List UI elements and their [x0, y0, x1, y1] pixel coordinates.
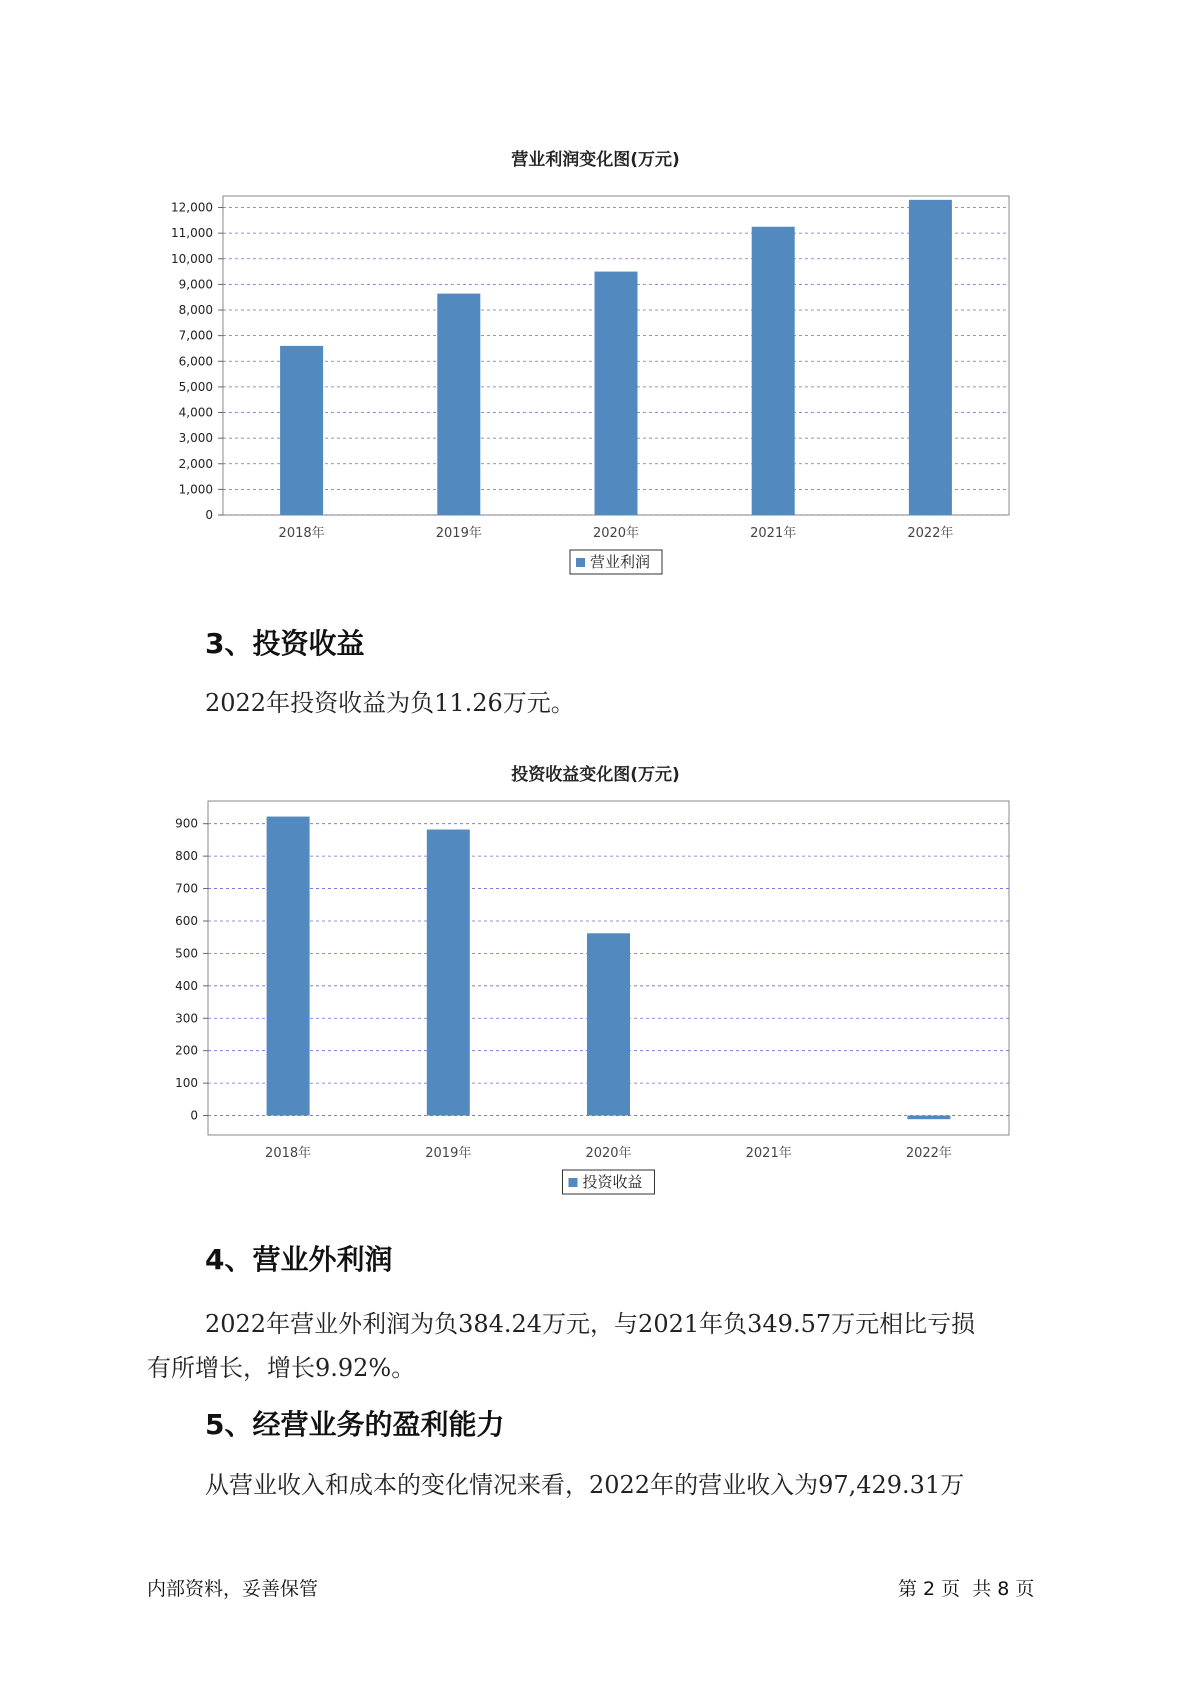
- y-tick-label: 300: [175, 1011, 198, 1026]
- section-4-line-1: 2022年营业外利润为负384.24万元，与2021年负349.57万元相比亏损: [205, 1310, 976, 1338]
- y-tick-label: 6,000: [178, 354, 213, 369]
- x-tick-label: 2022年: [905, 1146, 952, 1161]
- x-tick-label: 2020年: [585, 1146, 632, 1161]
- footer-page-number: 第 2 页 共 8 页: [898, 1578, 1035, 1600]
- y-tick-label: 600: [175, 913, 198, 928]
- y-tick-label: 700: [175, 881, 198, 896]
- x-tick-label: 2018年: [265, 1146, 312, 1161]
- y-tick-label: 9,000: [178, 277, 213, 292]
- bar-2021年: [752, 227, 795, 515]
- x-tick-label: 2022年: [907, 526, 954, 541]
- y-tick-label: 200: [175, 1043, 198, 1058]
- y-tick-label: 5,000: [178, 379, 213, 394]
- operating-profit-chart: [0, 170, 1191, 590]
- x-tick-label: 2021年: [745, 1146, 792, 1161]
- y-tick-label: 4,000: [178, 405, 213, 420]
- y-tick-label: 7,000: [178, 328, 213, 343]
- section-4-heading: 4、营业外利润: [205, 1243, 393, 1276]
- footer-confidential-note: 内部资料，妥善保管: [147, 1578, 319, 1600]
- section-5-heading: 5、经营业务的盈利能力: [205, 1408, 505, 1441]
- y-tick-label: 3,000: [178, 431, 213, 446]
- y-tick-label: 0: [190, 1108, 198, 1123]
- section-4-line-2: 有所增长，增长9.92%。: [147, 1354, 416, 1382]
- bar-2019年: [427, 830, 470, 1116]
- x-tick-label: 2021年: [750, 526, 797, 541]
- x-tick-label: 2019年: [425, 1146, 472, 1161]
- y-tick-label: 10,000: [171, 251, 213, 266]
- y-tick-label: 900: [175, 816, 198, 831]
- operating-profit-chart-title: 营业利润变化图(万元): [511, 150, 680, 170]
- section-5-text: 从营业收入和成本的变化情况来看，2022年的营业收入为97,429.31万: [205, 1471, 965, 1499]
- bar-2020年: [595, 272, 638, 515]
- legend-swatch: [569, 1178, 578, 1187]
- section-3-text: 2022年投资收益为负11.26万元。: [205, 689, 575, 717]
- x-tick-label: 2018年: [278, 526, 325, 541]
- bar-2020年: [587, 933, 630, 1115]
- bar-2018年: [267, 817, 310, 1116]
- section-3-heading: 3、投资收益: [205, 627, 365, 660]
- legend-swatch: [576, 558, 585, 567]
- bar-2022年: [907, 1116, 950, 1120]
- bar-2022年: [909, 200, 952, 515]
- investment-income-chart: [0, 790, 1191, 1210]
- x-tick-label: 2020年: [592, 526, 640, 541]
- legend-label: 投资收益: [582, 1173, 643, 1191]
- bar-2019年: [437, 294, 480, 515]
- legend-label: 营业利润: [590, 553, 651, 571]
- y-tick-label: 400: [175, 978, 198, 993]
- y-tick-label: 2,000: [178, 456, 213, 471]
- y-tick-label: 1,000: [178, 482, 213, 497]
- y-tick-label: 8,000: [178, 303, 213, 318]
- investment-income-chart-title: 投资收益变化图(万元): [511, 765, 680, 785]
- y-tick-label: 100: [175, 1076, 198, 1091]
- y-tick-label: 12,000: [171, 200, 213, 215]
- y-tick-label: 800: [175, 849, 198, 864]
- y-tick-label: 500: [175, 946, 198, 961]
- x-tick-label: 2019年: [435, 526, 482, 541]
- bar-2018年: [280, 346, 323, 515]
- y-tick-label: 11,000: [171, 226, 213, 241]
- y-tick-label: 0: [205, 508, 213, 522]
